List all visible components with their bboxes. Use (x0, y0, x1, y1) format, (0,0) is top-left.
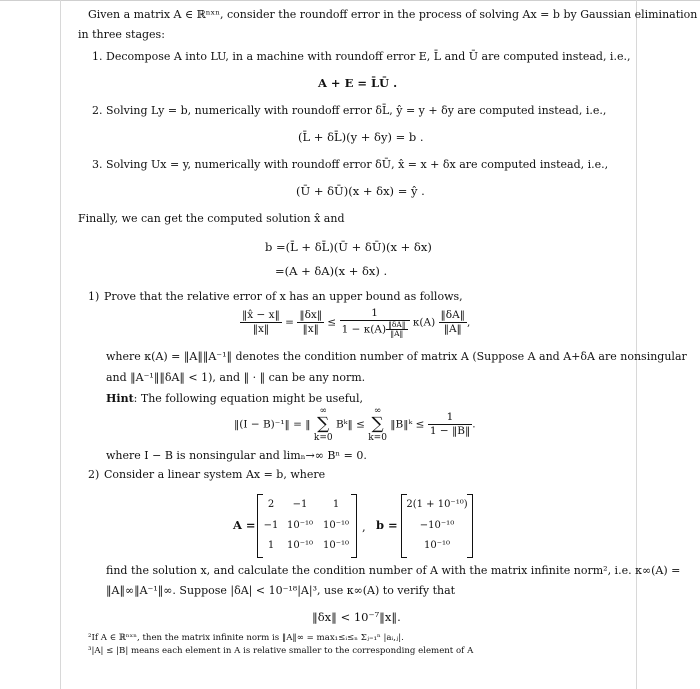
finally-equation-1: b =(L̄ + δL̄)(Ū + δŪ)(x + δx) (265, 240, 432, 254)
hint-eq-period: . (472, 418, 476, 431)
hint-label: Hint (106, 392, 134, 405)
ineq-frac2-den: ‖x‖ (302, 323, 319, 335)
sum-2 (368, 406, 387, 443)
question-1-where-2: and ‖A⁻¹‖‖δA‖ < 1), and ‖ · ‖ can be any norm. (106, 371, 366, 384)
ineq-small-num: ‖δA‖ (388, 320, 406, 329)
sum-1 (314, 406, 333, 443)
relative-error-inequality (240, 307, 470, 338)
finally-text: Finally, we can get the computed solution x̂ and (78, 212, 345, 225)
matrix-a-label: A = (233, 518, 256, 532)
vector-b-label: b = (376, 518, 398, 532)
stage-2-number: 2. (92, 104, 103, 117)
ineq-kappa: κ(A) (412, 316, 436, 329)
sum-1-symbol: ∑ (317, 414, 330, 434)
question-1-where-1: where κ(A) = ‖A‖‖A⁻¹‖ denotes the condition number of matrix A (Suppose A and A+δA are nonsingular (106, 350, 687, 363)
question-2-find-2: ‖A‖∞‖A⁻¹‖∞. Suppose |δA| < 10⁻¹⁸|A|³, use κ∞(A) to verify that (106, 584, 456, 597)
question-1-label: 1) (88, 290, 100, 303)
ineq-frac4-den: ‖A‖ (443, 323, 462, 335)
stage-3-text: Solving Ux = y, numerically with roundoff error δŪ, x̂ = x + δx are computed instead, i.e., (106, 158, 609, 171)
intro-line-2: in three stages: (78, 28, 165, 41)
matrix-a-cell: 2 (267, 499, 275, 510)
hint-eq-lhs: ‖(I − B)⁻¹‖ = ‖ (234, 418, 311, 431)
stage-1-text: Decompose A into LU, in a machine with roundoff error E, L̄ and Ū are computed instead, i.e., (106, 50, 631, 63)
ineq-frac1-num: ‖x̂ − x‖ (242, 309, 280, 321)
stage-1-number: 1. (92, 50, 103, 63)
stage-3-equation: (Ū + δŪ)(x + δx) = ŷ . (296, 184, 425, 198)
hint-line (106, 392, 363, 406)
sum-1-top: ∞ (319, 406, 327, 416)
intro-line-1: Given a matrix A ∈ ℝⁿˣⁿ, consider the roundoff error in the process of solving Ax = b by Gaussian elimination (88, 8, 698, 21)
matrix-a-cell: −1 (263, 520, 279, 531)
ineq-frac4-num: ‖δA‖ (440, 309, 465, 321)
ineq-frac3-num: 1 (340, 307, 410, 321)
matrix-a-cell: 10⁻¹⁰ (286, 520, 314, 531)
vector-b-cell: 2(1 + 10⁻¹⁰) (406, 499, 468, 510)
matrix-a-cell: −1 (292, 499, 308, 510)
finally-equation-2: =(A + δA)(x + δx) . (275, 264, 388, 278)
matrix-a-cell: 1 (267, 540, 275, 551)
hint-frac-den: 1 − ‖B‖ (429, 425, 471, 437)
hint-eq-term1: Bᵏ‖ ≤ (335, 418, 365, 431)
sum-2-symbol: ∑ (371, 414, 384, 434)
hint-text: : The following equation might be useful, (133, 392, 363, 405)
hint-frac-num: 1 (428, 411, 472, 425)
matrix-a-cell: 10⁻¹⁰ (286, 540, 314, 551)
stage-1-equation: A + E = L̄Ū . (318, 76, 398, 90)
final-inequality: ‖δx‖ < 10⁻⁷‖x‖. (312, 610, 401, 624)
stage-3-number: 3. (92, 158, 103, 171)
question-2-find-1: find the solution x, and calculate the condition number of A with the matrix infinite norm², i.e. κ∞(A) = (106, 564, 681, 577)
page-top-rule (0, 0, 700, 1)
ineq-frac1-den: ‖x‖ (252, 323, 270, 335)
ineq-frac2-num: ‖δx‖ (299, 309, 323, 321)
footnote-2: ²If A ∈ ℝⁿˣⁿ, then the matrix infinite norm is ‖A‖∞ = max₁≤ᵢ≤ₙ Σⱼ₌₁ⁿ |aᵢ,ⱼ|. (88, 633, 404, 643)
matrix-a (257, 494, 357, 558)
sum-2-top: ∞ (373, 406, 382, 416)
sum-1-bottom: k=0 (313, 433, 333, 443)
matrix-a-cell: 10⁻¹⁰ (322, 520, 350, 531)
stage-2-text: Solving Ly = b, numerically with roundoff error δL̄, ŷ = y + δy are computed instead, i.e., (106, 104, 607, 117)
ineq-leq: ≤ (327, 316, 337, 329)
ineq-equals: = (285, 316, 294, 329)
question-2-text: Consider a linear system Ax = b, where (104, 468, 326, 481)
ineq-frac3-den (340, 321, 410, 338)
ineq-comma: , (466, 316, 471, 329)
stage-2-equation: (L̄ + δL̄)(y + δy) = b . (298, 130, 424, 144)
vector-b-cell: −10⁻¹⁰ (419, 520, 455, 531)
hint-eq-term2: ‖B‖ᵏ ≤ (390, 418, 425, 431)
vector-b (401, 494, 473, 558)
matrix-separator-comma: , (362, 520, 366, 534)
question-1-text: Prove that the relative error of x has an upper bound as follows, (104, 290, 463, 303)
matrix-a-cell: 10⁻¹⁰ (322, 540, 350, 551)
ineq-small-den: ‖A‖ (390, 329, 404, 338)
ineq-frac3-den-text: 1 − κ(A) (341, 323, 387, 336)
sum-2-bottom: k=0 (368, 433, 387, 443)
matrix-a-cell: 1 (332, 499, 340, 510)
question-1-where-3: where I − B is nonsingular and limₙ→∞ Bⁿ = 0. (106, 449, 367, 462)
page-right-edge (636, 0, 637, 689)
page-left-edge (60, 0, 61, 689)
hint-equation (234, 406, 476, 443)
vector-b-cell: 10⁻¹⁰ (423, 540, 451, 551)
question-2-label: 2) (88, 468, 100, 481)
footnote-3: ³|A| ≤ |B| means each element in A is relative smaller to the corresponding element of A (88, 646, 474, 656)
